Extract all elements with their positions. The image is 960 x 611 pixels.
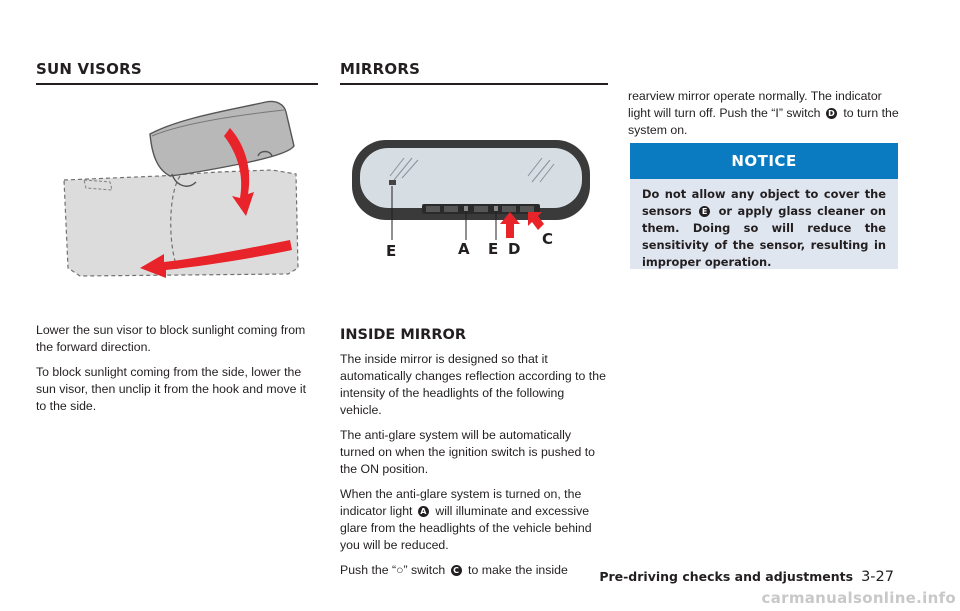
- notice-heading: NOTICE: [630, 143, 898, 179]
- text-run: rearview mirror operate normally. The indicator light will turn off. Push the “I” switch: [628, 89, 882, 120]
- rear-sensor: [389, 180, 396, 185]
- button: [444, 206, 458, 212]
- inside-mirror-text: [340, 327, 608, 587]
- section-title-sun-visors: SUN VISORS: [36, 60, 318, 85]
- sun-visor-illustration: [40, 98, 310, 293]
- page-number: 3-27: [861, 569, 894, 585]
- paragraph: [340, 562, 608, 579]
- callout-d: D: [508, 240, 521, 258]
- mirrors-section: [340, 60, 608, 85]
- mirror-continued-text: [628, 88, 900, 147]
- callout-e-right: E: [488, 240, 499, 258]
- sun-visors-section: [36, 60, 318, 85]
- callout-e-left: E: [386, 242, 397, 260]
- text-run: ” switch: [403, 563, 446, 577]
- watermark: carmanualsonline.info: [761, 589, 956, 607]
- page-footer: [599, 566, 894, 585]
- callout-ref-a: A: [418, 506, 429, 517]
- text-run: to turn the system on.: [628, 106, 899, 137]
- paragraph: To block sunlight coming from the side, lower the sun visor, then unclip it from the hook and move it to the side.: [36, 365, 306, 413]
- notice-text: [630, 179, 898, 271]
- paragraph: [628, 88, 900, 139]
- paragraph: The inside mirror is designed so that it automatically changes reflection according to the intensity of the headlights of the following vehicle.: [340, 352, 606, 417]
- inside-mirror-illustration: [342, 98, 610, 298]
- chapter-title: Pre-driving checks and adjustments: [599, 569, 854, 584]
- text-run: to make the inside: [468, 563, 568, 577]
- mirror-glass: [360, 148, 582, 208]
- sub-title-inside-mirror: INSIDE MIRROR: [340, 327, 467, 343]
- callout-c: C: [542, 230, 554, 248]
- sun-visors-text: [36, 322, 318, 423]
- indicator-light: [464, 206, 468, 211]
- paragraph: [340, 486, 608, 554]
- callout-ref-c: C: [451, 565, 462, 576]
- button: [474, 206, 488, 212]
- callout-a: A: [458, 240, 470, 258]
- text-run: Do not allow any object to cover the sensors: [642, 187, 886, 218]
- callout-ref-e: E: [699, 206, 710, 217]
- text-run: When the anti-glare system is turned on, the indicator light: [340, 487, 582, 518]
- text-run: or apply glass cleaner on them. Doing so will reduce the sensitivity of the sensor, resulting in improper operation.: [642, 204, 887, 269]
- button: [426, 206, 440, 212]
- text-run: will illuminate and excessive glare from the headlights of the vehicle behind you will be reduced.: [340, 504, 592, 552]
- paragraph: The anti-glare system will be automatically turned on when the ignition switch is pushed to the ON position.: [340, 428, 595, 476]
- text-run: Push the “: [340, 563, 397, 577]
- front-sensor: [494, 206, 498, 211]
- notice-box: [630, 143, 898, 269]
- paragraph: Lower the sun visor to block sunlight coming from the forward direction.: [36, 323, 306, 354]
- o-switch: [520, 206, 534, 212]
- callout-ref-d: D: [826, 108, 837, 119]
- o-switch-symbol: ○: [396, 563, 404, 577]
- visor-stowed: [150, 101, 294, 176]
- section-title-mirrors: MIRRORS: [340, 60, 608, 85]
- i-switch: [502, 206, 516, 212]
